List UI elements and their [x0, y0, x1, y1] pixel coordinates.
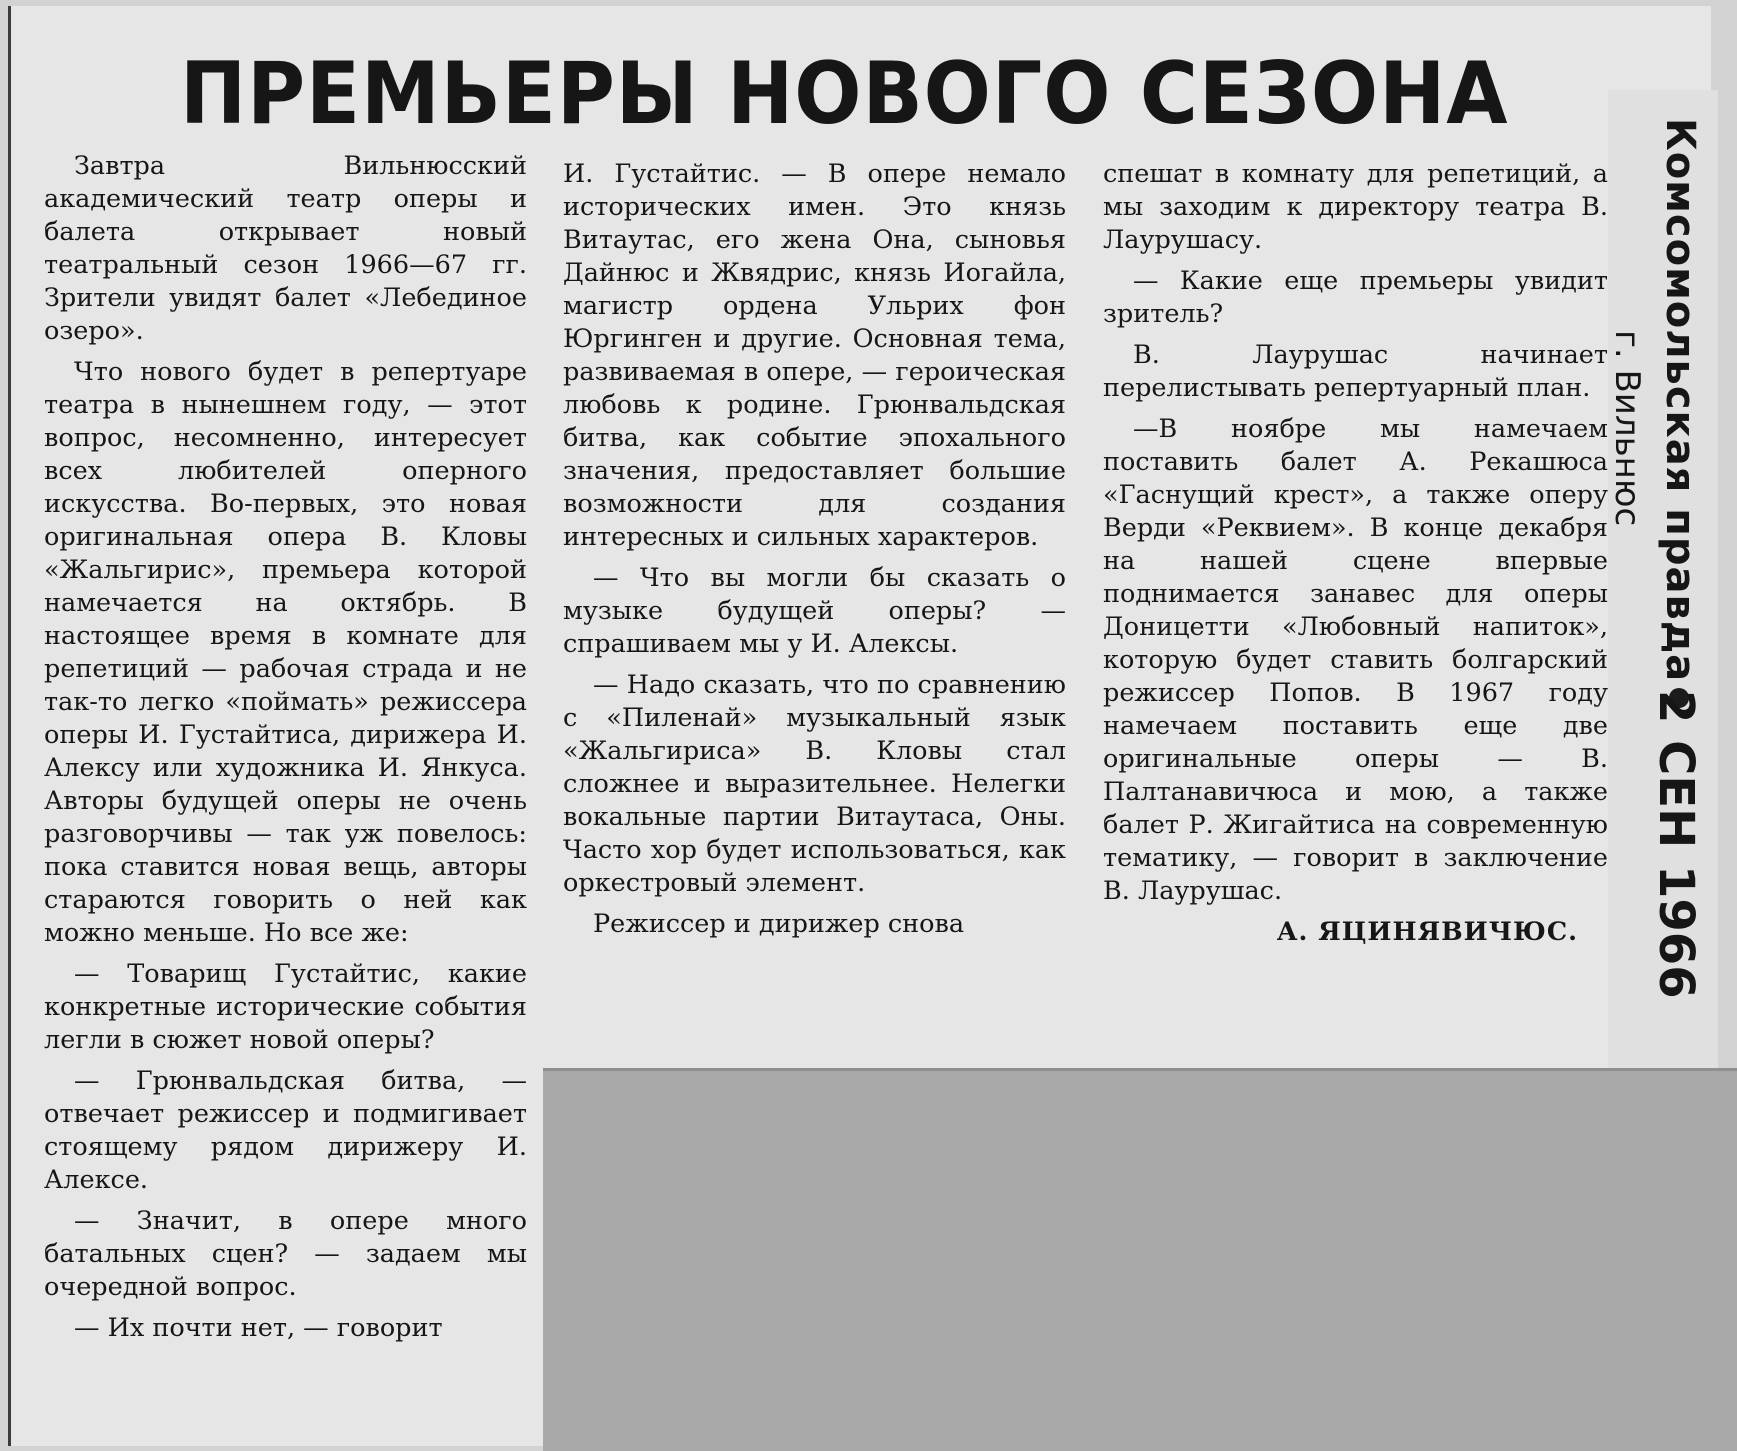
paragraph: —В ноябре мы намечаем поставить балет А. Рекашюса «Гаснущий крест», а также оперу Верди «Реквием». В конце декабря на нашей сцене впервые поднимается занавес для оперы Доницетти «Любовный напиток», которую будет ставить болгарский режиссер Попов. В 1967 году намечаем поставить еще две оригинальные оперы — В. Палтанавичюса и мою, а также балет Р. Жигайтиса на современную тематику, — говорит в заключение В. Лаурушас. [1103, 414, 1608, 906]
paragraph: — Значит, в опере много батальных сцен? — задаем мы очередной вопрос. [44, 1206, 527, 1302]
author-signature: А. ЯЦИНЯВИЧЮС. [1276, 917, 1578, 947]
article-column-1 [44, 150, 527, 1353]
paragraph: — Грюнвальдская битва, — отвечает режиссер и подмигивает стоящему рядом дирижеру И. Алексе. [44, 1066, 527, 1195]
paragraph: — Какие еще премьеры увидит зритель? [1103, 266, 1608, 329]
paragraph: — Их почти нет, — говорит [74, 1313, 443, 1343]
paragraph: — Что вы могли бы сказать о музыке будущей оперы? — спрашиваем мы у И. Алексы. [563, 563, 1066, 659]
article-column-3 [1103, 158, 1608, 957]
article-column-2 [563, 158, 1066, 949]
article-headline: ПРЕМЬЕРЫ НОВОГО СЕЗОНА [180, 44, 1509, 144]
paragraph: Что нового будет в репертуаре театра в нынешнем году, — этот вопрос, несомненно, интересует всех любителей оперного искусства. Во-первых, это новая оригинальная опера В. Кловы «Жальгирис», премьера которой намечается на октябрь. В настоящее время в комнате для репетиций — рабочая страда и не так-то легко «поймать» режиссера оперы И. Густайтиса, дирижера И. Алексу или художника И. Янкуса. Авторы будущей оперы не очень разговорчивы — так уж повелось: пока ставится новая вещь, авторы стараются говорить о ней как можно меньше. Но все же: [44, 357, 527, 948]
paragraph: Завтра Вильнюсский академический театр оперы и балета открывает новый театральный сезон 1966—67 гг. Зрители увидят балет «Лебединое озеро». [44, 151, 527, 346]
backing-sheet [543, 1068, 1737, 1451]
paragraph: спешат в комнату для репетиций, а мы заходим к директору театра В. Лаурушасу. [1103, 159, 1608, 255]
paragraph: — Товарищ Густайтис, какие конкретные исторические события легли в сюжет новой оперы? [44, 959, 527, 1055]
paragraph: Режиссер и дирижер снова [593, 909, 965, 939]
stamp-newspaper-name: Комсомольская правда [1657, 118, 1703, 683]
stamp-date: 2 СЕН 1966 [1648, 690, 1704, 999]
stamp-city: г. Вильнюс [1607, 330, 1647, 527]
paragraph: В. Лаурушас начинает перелистывать репертуарный план. [1103, 340, 1608, 403]
paragraph: И. Густайтис. — В опере немало исторических имен. Это князь Витаутас, его жена Она, сыновья Дайнюс и Жвядрис, князь Иогайла, магистр ордена Ульрих фон Юргинген и другие. Основная тема, развиваемая в опере, — героическая любовь к родине. Грюнвальдская битва, как событие эпохального значения, предоставляет большие возможности для создания интересных и сильных характеров. [563, 159, 1066, 552]
paragraph: — Надо сказать, что по сравнению с «Пиленай» музыкальный язык «Жальгириса» В. Кловы стал сложнее и выразительнее. Нелегки вокальные партии Витаутаса, Оны. Часто хор будет использоваться, как оркестровый элемент. [563, 670, 1066, 898]
